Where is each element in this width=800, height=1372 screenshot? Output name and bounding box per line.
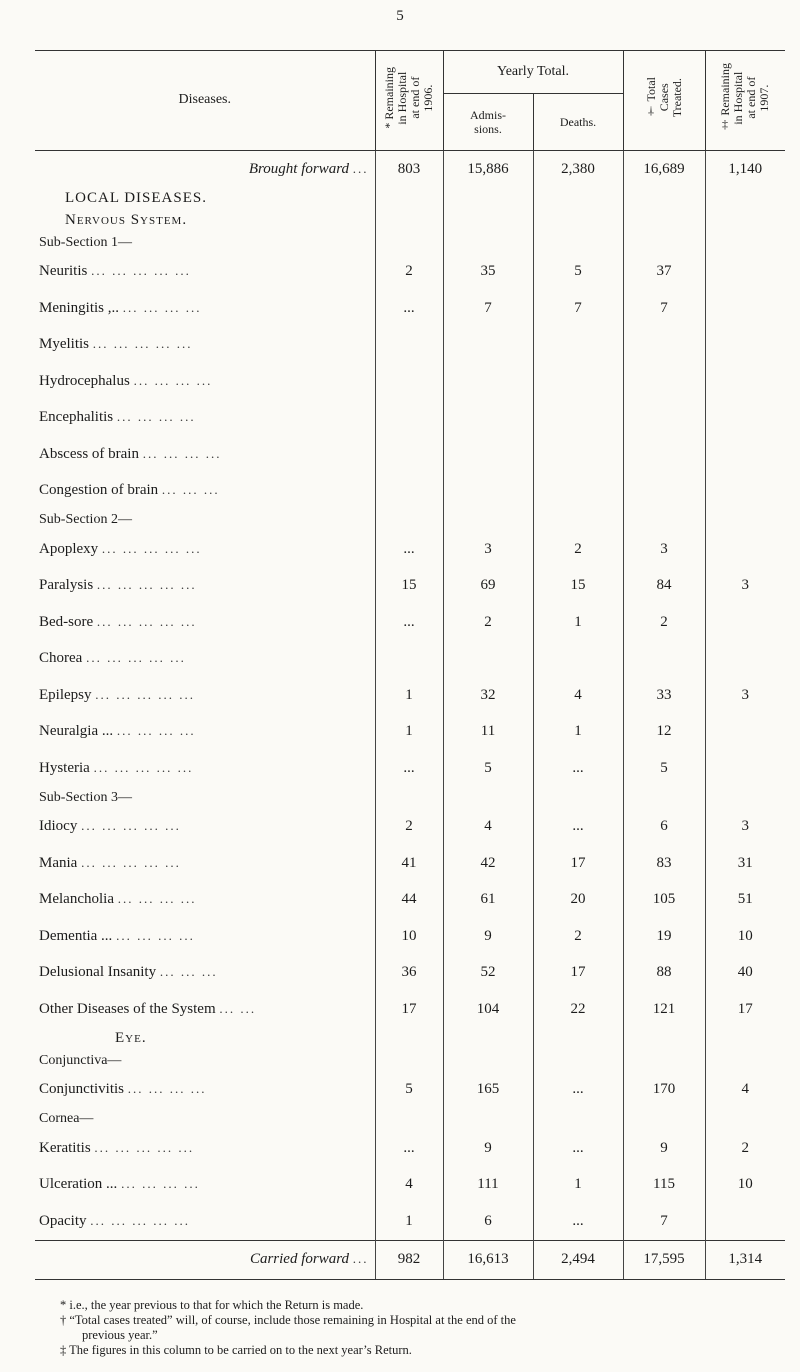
table-row [35,677,785,714]
footnote-star: * i.e., the year previous to that for which the Return is made. [60,1298,364,1312]
table-row [35,714,785,751]
disease-name: Neuralgia ... ... ... ... ... [39,723,196,740]
cell-remaining-end [705,400,785,437]
cell-remaining-end [705,363,785,400]
cell-remaining-end [705,473,785,510]
disease-name: Keratitis ... ... ... ... ... [39,1139,195,1156]
cell-deaths [533,327,623,364]
cell-remaining [375,400,443,437]
cell-remaining-end: 3 [705,809,785,846]
table-row [35,531,785,568]
cell-treated: 5 [623,750,705,787]
cell-treated: 170 [623,1072,705,1109]
cell-admissions: 42 [443,845,533,882]
subsection-3-heading: Sub-Section 3— [35,787,785,809]
cell-remaining-end [705,641,785,678]
disease-name: Congestion of brain ... ... ... [39,482,220,499]
cell-remaining-end [705,714,785,751]
cell-admissions: 111 [443,1167,533,1204]
footnote-dagger: † “Total cases treated” will, of course, include those remaining in Hospital at the end of the [60,1313,516,1327]
disease-name: Meningitis ,.. ... ... ... ... [39,299,202,316]
cell-deaths: 5 [533,254,623,291]
footnote-dagger-cont: previous year.” [82,1328,158,1342]
disease-name: Apoplexy ... ... ... ... ... [39,540,202,557]
cell-treated [623,363,705,400]
page-number: 5 [396,8,404,24]
cell-treated [623,400,705,437]
cell-treated [623,327,705,364]
cell-treated: 12 [623,714,705,751]
cell-deaths: 17 [533,845,623,882]
cornea-heading: Cornea— [35,1108,785,1130]
footnotes [60,1298,780,1358]
disease-name: Dementia ... ... ... ... ... [39,927,195,944]
cell-remaining: 4 [375,1167,443,1204]
carried-forward-row: Carried forward ... 982 16,613 2,494 17,595 1,314 [35,1240,785,1279]
cell-admissions [443,436,533,473]
table-row [35,604,785,641]
table-row [35,955,785,992]
header-deaths: Deaths. [533,94,623,151]
cell-remaining-end: 3 [705,677,785,714]
cell-deaths: 2 [533,531,623,568]
subsection-2-heading: Sub-Section 2— [35,509,785,531]
disease-name: Melancholia ... ... ... ... [39,891,197,908]
cell-admissions: 35 [443,254,533,291]
table-row [35,473,785,510]
disease-name: Hysteria ... ... ... ... ... [39,759,194,776]
cell-remaining-end: 17 [705,991,785,1028]
conjunctiva-rows [35,1072,785,1109]
cell-deaths [533,400,623,437]
cell-admissions [443,363,533,400]
cell-remaining-end: 51 [705,882,785,919]
cell-remaining-end [705,254,785,291]
table-row [35,1072,785,1109]
cell-admissions [443,327,533,364]
cell-deaths: 1 [533,604,623,641]
disease-name: Hydrocephalus ... ... ... ... [39,372,213,389]
cell-remaining [375,436,443,473]
cell-remaining-end [705,604,785,641]
cell-admissions: 69 [443,568,533,605]
table-row [35,400,785,437]
cell-treated [623,473,705,510]
cell-deaths: 17 [533,955,623,992]
cell-admissions: 165 [443,1072,533,1109]
cell-admissions: 6 [443,1203,533,1240]
footnote-double-dagger: ‡ The figures in this column to be carried on to the next year’s Return. [60,1343,412,1357]
cell-treated: 121 [623,991,705,1028]
cell-treated: 33 [623,677,705,714]
cell-treated: 2 [623,604,705,641]
cell-deaths: 7 [533,290,623,327]
cell-remaining: 2 [375,809,443,846]
cell-remaining-end: 10 [705,1167,785,1204]
disease-name: Encephalitis ... ... ... ... [39,409,196,426]
cell-treated [623,436,705,473]
disease-name: Idiocy ... ... ... ... ... [39,818,181,835]
cell-deaths: 15 [533,568,623,605]
table-row [35,1167,785,1204]
cell-remaining-end [705,290,785,327]
conjunctiva-heading: Conjunctiva— [35,1050,785,1072]
cell-treated: 7 [623,1203,705,1240]
header-yearly-total: Yearly Total. [443,51,623,94]
table-row [35,641,785,678]
local-diseases-heading: LOCAL DISEASES. [35,188,785,210]
cell-treated: 37 [623,254,705,291]
cell-treated: 3 [623,531,705,568]
table-row [35,991,785,1028]
cell-remaining: ... [375,1130,443,1167]
cell-treated: 9 [623,1130,705,1167]
cell-remaining-end [705,750,785,787]
cell-remaining-end: 2 [705,1130,785,1167]
table-row [35,1130,785,1167]
cell-deaths: 20 [533,882,623,919]
cell-remaining: ... [375,750,443,787]
cell-admissions: 11 [443,714,533,751]
cell-treated: 105 [623,882,705,919]
cell-admissions: 7 [443,290,533,327]
header-total-cases: † Total Cases Treated. [623,51,705,151]
cell-treated: 83 [623,845,705,882]
cell-admissions: 61 [443,882,533,919]
cell-remaining-end: 4 [705,1072,785,1109]
cell-remaining [375,473,443,510]
cell-remaining: ... [375,531,443,568]
table-row [35,809,785,846]
cell-deaths [533,363,623,400]
subsection-1-heading: Sub-Section 1— [35,232,785,254]
cell-remaining [375,327,443,364]
cell-treated: 88 [623,955,705,992]
table-row [35,290,785,327]
table-row [35,845,785,882]
cell-admissions: 5 [443,750,533,787]
disease-name: Opacity ... ... ... ... ... [39,1212,190,1229]
table-row [35,918,785,955]
table-row [35,882,785,919]
cell-remaining: 2 [375,254,443,291]
cell-remaining: 44 [375,882,443,919]
nervous-system-heading: Nervous System. [35,210,785,232]
cell-admissions: 4 [443,809,533,846]
subsection-1-rows [35,254,785,510]
cell-admissions [443,400,533,437]
table-row [35,327,785,364]
header-admissions: Admis- sions. [443,94,533,151]
table-row [35,1203,785,1240]
cell-remaining-end: 31 [705,845,785,882]
cell-remaining-end [705,1203,785,1240]
header-remaining-1906: * Remaining in Hospital at end of 1906. [375,51,443,151]
subsection-2-rows [35,531,785,787]
cell-remaining: 17 [375,991,443,1028]
cornea-rows [35,1130,785,1240]
cell-deaths: ... [533,750,623,787]
cell-remaining [375,363,443,400]
cell-remaining: 41 [375,845,443,882]
cell-deaths: 22 [533,991,623,1028]
disease-name: Other Diseases of the System ... ... [39,1000,257,1017]
cell-deaths [533,436,623,473]
cell-treated: 115 [623,1167,705,1204]
cell-deaths: ... [533,1072,623,1109]
cell-treated: 6 [623,809,705,846]
disease-name: Epilepsy ... ... ... ... ... [39,686,195,703]
disease-name: Ulceration ... ... ... ... ... [39,1176,200,1193]
disease-name: Myelitis ... ... ... ... ... [39,336,193,353]
cell-remaining-end: 3 [705,568,785,605]
cell-remaining: 1 [375,714,443,751]
cell-treated: 19 [623,918,705,955]
subsection-3-rows [35,809,785,1028]
disease-name: Bed-sore ... ... ... ... ... [39,613,197,630]
diseases-table [35,50,785,1280]
cell-remaining: ... [375,604,443,641]
cell-admissions: 9 [443,918,533,955]
cell-admissions [443,473,533,510]
cell-remaining: 36 [375,955,443,992]
eye-heading: Eye. [35,1028,785,1050]
cell-remaining-end [705,436,785,473]
cell-deaths [533,641,623,678]
cell-deaths: 1 [533,714,623,751]
cell-deaths [533,473,623,510]
table-row [35,568,785,605]
cell-admissions: 52 [443,955,533,992]
cell-admissions: 9 [443,1130,533,1167]
cell-remaining-end: 10 [705,918,785,955]
table-row [35,750,785,787]
disease-name: Delusional Insanity ... ... ... [39,964,218,981]
cell-treated [623,641,705,678]
cell-treated: 84 [623,568,705,605]
header-diseases: Diseases. [35,51,375,151]
table-row [35,254,785,291]
table-row [35,363,785,400]
disease-name: Neuritis ... ... ... ... ... [39,263,191,280]
disease-name: Chorea ... ... ... ... ... [39,650,186,667]
table-row [35,436,785,473]
brought-forward-row: Brought forward ... 803 15,886 2,380 16,689 1,140 [35,151,785,188]
disease-name: Mania ... ... ... ... ... [39,854,181,871]
cell-admissions: 2 [443,604,533,641]
cell-remaining-end [705,531,785,568]
cell-remaining: 10 [375,918,443,955]
disease-name: Paralysis ... ... ... ... ... [39,577,197,594]
cell-admissions: 3 [443,531,533,568]
cell-remaining [375,641,443,678]
cell-deaths: ... [533,1130,623,1167]
cell-deaths: 4 [533,677,623,714]
cell-admissions [443,641,533,678]
cell-admissions: 32 [443,677,533,714]
header-remaining-1907: ‡ Remaining in Hospital at end of 1907. [705,51,785,151]
cell-remaining: 1 [375,677,443,714]
cell-admissions: 104 [443,991,533,1028]
cell-deaths: 2 [533,918,623,955]
cell-remaining: 1 [375,1203,443,1240]
cell-deaths: ... [533,1203,623,1240]
disease-name: Conjunctivitis ... ... ... ... [39,1081,207,1098]
cell-remaining: ... [375,290,443,327]
cell-treated: 7 [623,290,705,327]
cell-remaining-end [705,327,785,364]
cell-remaining: 15 [375,568,443,605]
disease-name: Abscess of brain ... ... ... ... [39,445,222,462]
cell-deaths: 1 [533,1167,623,1204]
cell-remaining: 5 [375,1072,443,1109]
cell-deaths: ... [533,809,623,846]
cell-remaining-end: 40 [705,955,785,992]
